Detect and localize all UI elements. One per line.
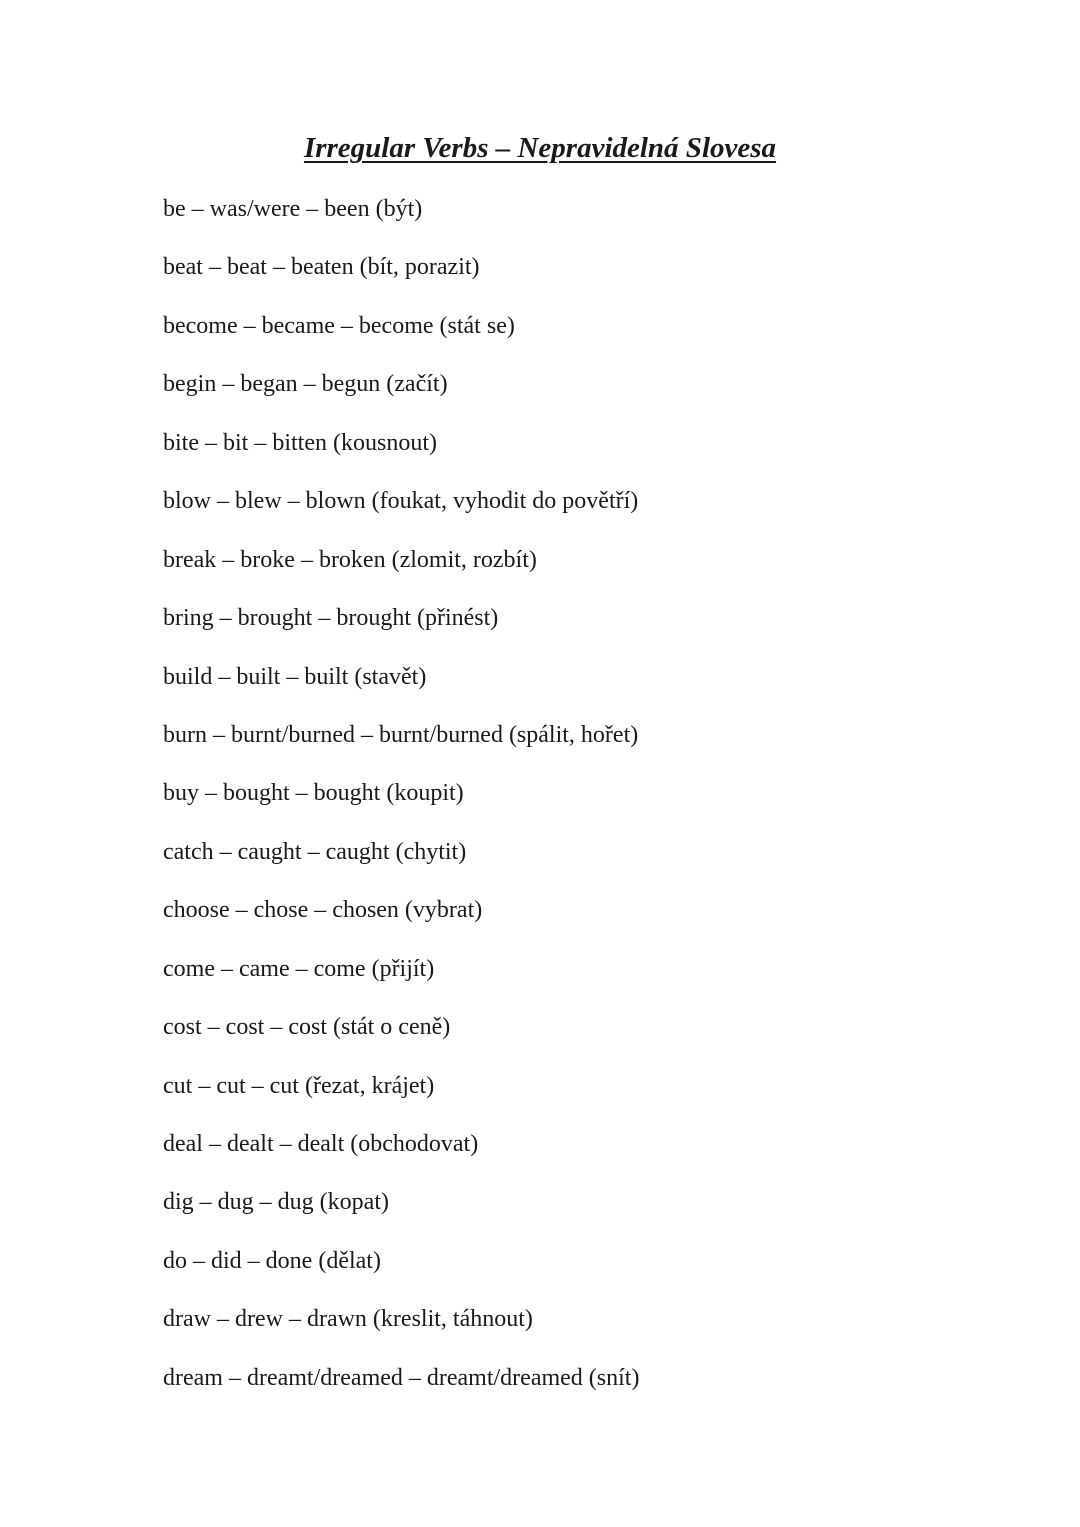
verb-entry-be: be – was/were – been (být)	[163, 196, 423, 222]
verb-list	[163, 190, 639, 1417]
verb-entry-bring: bring – brought – brought (přinést)	[163, 605, 499, 632]
verb-entry-deal: deal – dealt – dealt (obchodovat)	[163, 1131, 479, 1157]
verb-entry-catch: catch – caught – caught (chytit)	[163, 838, 467, 865]
verb-entry-break: break – broke – broken (zlomit, rozbít)	[163, 546, 537, 573]
verb-entry-begin: begin – began – begun (začít)	[163, 371, 448, 398]
verb-entry-blow: blow – blew – blown (foukat, vyhodit do povětří)	[163, 488, 639, 515]
verb-entry-dig: dig – dug – dug (kopat)	[163, 1189, 389, 1216]
verb-entry-do: do – did – done (dělat)	[163, 1247, 381, 1274]
verb-entry-draw: draw – drew – drawn (kreslit, táhnout)	[163, 1306, 533, 1333]
verb-entry-cost: cost – cost – cost (stát o ceně)	[163, 1014, 451, 1041]
verb-entry-bite: bite – bit – bitten (kousnout)	[163, 429, 437, 456]
verb-entry-come: come – came – come (přijít)	[163, 955, 435, 982]
verb-entry-dream: dream – dreamt/dreamed – dreamt/dreamed (snít)	[163, 1364, 640, 1391]
verb-entry-build: build – built – built (stavět)	[163, 663, 427, 690]
verb-entry-become: become – became – become (stát se)	[163, 312, 515, 339]
verb-entry-beat: beat – beat – beaten (bít, porazit)	[163, 254, 480, 281]
page-title: Irregular Verbs – Nepravidelná Slovesa	[303, 132, 777, 164]
verb-entry-buy: buy – bought – bought (koupit)	[163, 780, 464, 807]
verb-entry-cut: cut – cut – cut (řezat, krájet)	[163, 1072, 435, 1099]
verb-entry-burn: burn – burnt/burned – burnt/burned (spálit, hořet)	[163, 721, 639, 748]
verb-entry-choose: choose – chose – chosen (vybrat)	[163, 897, 483, 924]
